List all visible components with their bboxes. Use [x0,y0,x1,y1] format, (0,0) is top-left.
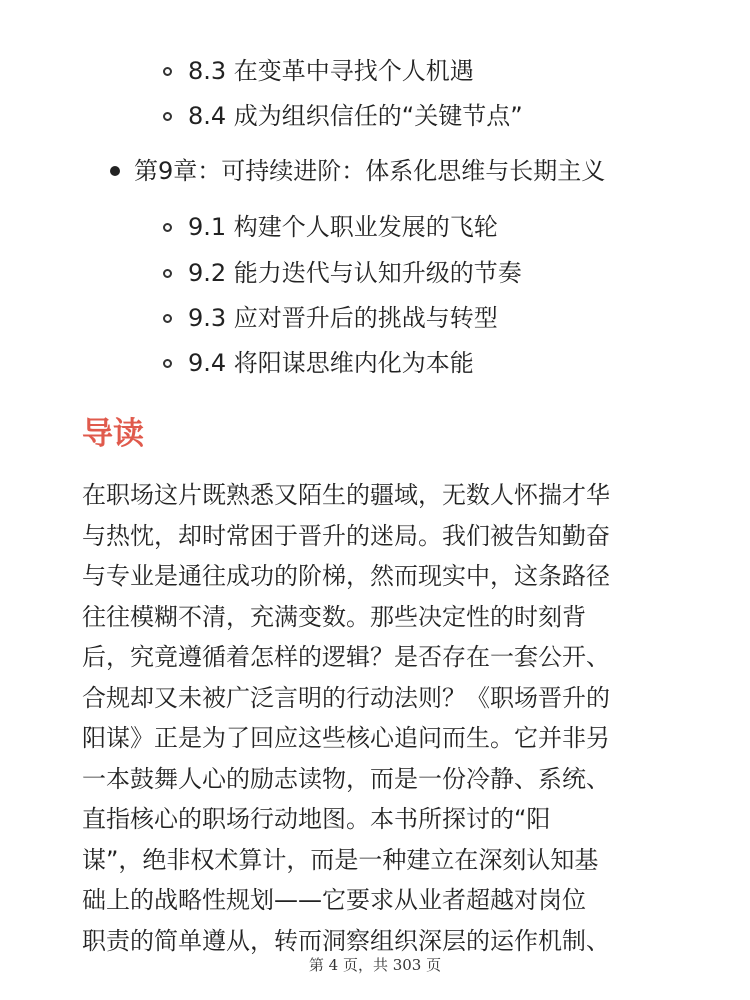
hollow-bullet-icon [163,112,172,121]
hollow-bullet-icon [163,67,172,76]
toc-item-9-3: 9.3 应对晋升后的挑战与转型 [188,304,498,332]
hollow-bullet-icon [163,223,172,232]
section-heading: 导读 [82,416,144,452]
toc-item-8-3: 8.3 在变革中寻找个人机遇 [188,57,474,85]
solid-bullet-icon [110,166,120,176]
toc-item-9-2: 9.2 能力迭代与认知升级的节奏 [188,259,522,287]
paragraph-line: 与热忱，却时常困于晋升的迷局。我们被告知勤奋 [82,521,610,550]
paragraph-line: 合规却又未被广泛言明的行动法则？《职场晋升的 [82,683,610,712]
paragraph-line: 础上的战略性规划——它要求从业者超越对岗位 [82,886,586,914]
paragraph-line: 职责的简单遵从，转而洞察组织深层的运作机制、 [82,926,610,955]
paragraph-line: 谋”，绝非权术算计，而是一种建立在深刻认知基 [82,845,599,874]
page-number-footer: 第 4 页，共 303 页 [308,956,442,974]
toc-chapter-9: 第9章：可持续进阶：体系化思维与长期主义 [134,157,606,185]
paragraph-line: 在职场这片既熟悉又陌生的疆域，无数人怀揣才华 [82,481,610,509]
hollow-bullet-icon [163,269,172,278]
toc-item-9-1: 9.1 构建个人职业发展的飞轮 [188,213,498,241]
paragraph-line: 后，究竟遵循着怎样的逻辑？是否存在一套公开、 [82,643,610,671]
paragraph-line: 往往模糊不清，充满变数。那些决定性的时刻背 [82,602,586,631]
toc-item-9-4: 9.4 将阳谋思维内化为本能 [188,349,474,377]
paragraph-line: 与专业是通往成功的阶梯，然而现实中，这条路径 [82,562,610,590]
paragraph-line: 一本鼓舞人心的励志读物，而是一份冷静、系统、 [82,764,610,793]
hollow-bullet-icon [163,314,172,323]
paragraph-line: 直指核心的职场行动地图。本书所探讨的“阳 [82,805,551,833]
paragraph-line: 阳谋》正是为了回应这些核心追问而生。它并非另 [82,724,610,752]
toc-item-8-4: 8.4 成为组织信任的“关键节点” [188,102,523,130]
hollow-bullet-icon [163,359,172,368]
